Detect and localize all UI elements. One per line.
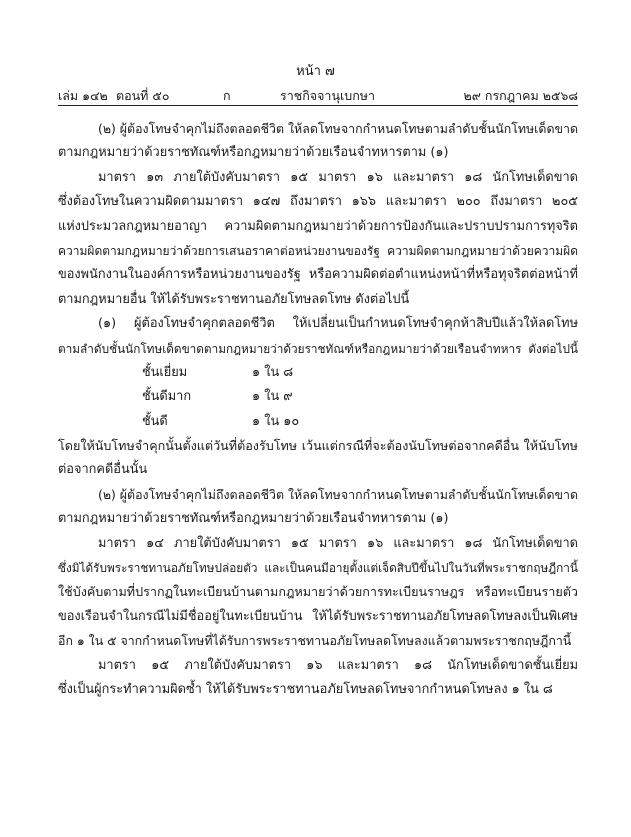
paragraph-line: ต่อจากคดีอื่นนั้น (58, 462, 148, 478)
gazette-title: ราชกิจจานุเบกษา (280, 88, 376, 103)
level-row (58, 361, 578, 385)
paragraph-line: ซึ่งเป็นผู้กระทำความผิดซ้ำ ให้ได้รับพระราชทานอภัยโทษลดโทษจากกำหนดโทษลง ๑ ใน ๘ (58, 681, 553, 697)
paragraph-line: ตามลำดับชั้นนักโทษเด็ดขาดตามกฎหมายว่าด้วยราชทัณฑ์หรือกฎหมายว่าด้วยเรือนจำทหาร ดังต่อไปนี้ (58, 341, 578, 356)
level-name: ชั้นเยี่ยม (142, 364, 188, 380)
level-name: ชั้นดีมาก (142, 389, 192, 405)
paragraph-line: (๒) ผู้ต้องโทษจำคุกไม่ถึงตลอดชีวิต ให้ลดโทษจากกำหนดโทษตามลำดับชั้นนักโทษเด็ดขาด (98, 486, 578, 502)
level-row (58, 385, 578, 409)
level-ratio: ๑ ใน ๙ (252, 389, 293, 405)
page-number: หน้า ๗ (296, 64, 335, 79)
section-label: ก (223, 88, 231, 103)
header-divider (58, 105, 578, 106)
paragraph-line: โดยให้นับโทษจำคุกนั้นตั้งแต่วันที่ต้องรับโทษ เว้นแต่กรณีที่จะต้องนับโทษต่อจากคดีอื่น ให้นับโทษ (58, 438, 578, 454)
paragraph-line: ของพนักงานในองค์การหรือหน่วยงานของรัฐ หรือความผิดต่อตำแหน่งหน้าที่หรือทุจริตต่อหน้าที่ (58, 267, 578, 283)
paragraph-line: ใช้บังคับตามที่ปรากฏในทะเบียนบ้านตามกฎหมายว่าด้วยการทะเบียนราษฎร หรือทะเบียนรายตัว (58, 584, 578, 600)
issue-label: ตอนที่ ๕๐ (116, 88, 170, 103)
level-ratio: ๑ ใน ๑๐ (252, 413, 300, 429)
level-row (58, 410, 578, 434)
publication-date: ๒๙ กรกฎาคม ๒๕๖๘ (463, 88, 578, 103)
paragraph-line: ความผิดตามกฎหมายว่าด้วยการเสนอราคาต่อหน่วยงานของรัฐ ความผิดตามกฎหมายว่าด้วยความผิด (58, 243, 578, 258)
paragraph-line: ซึ่งมิได้รับพระราชทานอภัยโทษปล่อยตัว และเป็นคนมีอายุตั้งแต่เจ็ดสิบปีขึ้นไปในวันที่พระราชกฤษฎีกานี้ (58, 561, 578, 576)
section-15-heading: มาตรา ๑๕ ภายใต้บังคับมาตรา ๑๖ และมาตรา ๑๘ นักโทษเด็ดขาดชั้นเยี่ยม (98, 657, 578, 673)
paragraph-line: แห่งประมวลกฎหมายอาญา ความผิดตามกฎหมายว่าด้วยการป้องกันและปราบปรามการทุจริต (58, 218, 578, 234)
level-name: ชั้นดี (142, 413, 168, 429)
paragraph-line: (๒) ผู้ต้องโทษจำคุกไม่ถึงตลอดชีวิต ให้ลดโทษจากกำหนดโทษตามลำดับชั้นนักโทษเด็ดขาด (98, 121, 578, 136)
paragraph-line: ซึ่งต้องโทษในความผิดตามมาตรา ๑๔๗ ถึงมาตรา ๑๖๖ และมาตรา ๒๐๐ ถึงมาตรา ๒๐๕ (58, 194, 578, 210)
paragraph-line: อีก ๑ ใน ๕ จากกำหนดโทษที่ได้รับการพระราชทานอภัยโทษลดโทษลงแล้วตามพระราชกฤษฎีกานี้ (58, 633, 572, 649)
paragraph-line: ตามกฎหมายอื่น ให้ได้รับพระราชทานอภัยโทษลดโทษ ดังต่อไปนี้ (58, 291, 410, 307)
volume-label: เล่ม ๑๔๒ (58, 88, 108, 103)
paragraph-line: ตามกฎหมายว่าด้วยราชทัณฑ์หรือกฎหมายว่าด้วยเรือนจำทหารตาม (๑) (58, 145, 449, 161)
section-14-heading: มาตรา ๑๔ ภายใต้บังคับมาตรา ๑๕ มาตรา ๑๖ และมาตรา ๑๘ นักโทษเด็ดขาด (98, 535, 578, 551)
paragraph-line: (๑) ผู้ต้องโทษจำคุกตลอดชีวิต ให้เปลี่ยนเป็นกำหนดโทษจำคุกห้าสิบปีแล้วให้ลดโทษ (98, 316, 578, 332)
document-body (58, 117, 578, 702)
paragraph-line: ตามกฎหมายว่าด้วยราชทัณฑ์หรือกฎหมายว่าด้วยเรือนจำทหารตาม (๑) (58, 511, 449, 527)
paragraph-line: ของเรือนจำในกรณีไม่มีชื่ออยู่ในทะเบียนบ้าน ให้ได้รับพระราชทานอภัยโทษลดโทษลงเป็นพิเศษ (58, 608, 578, 624)
level-ratio: ๑ ใน ๘ (252, 364, 294, 380)
gazette-header (58, 86, 578, 106)
section-13-heading: มาตรา ๑๓ ภายใต้บังคับมาตรา ๑๕ มาตรา ๑๖ และมาตรา ๑๘ นักโทษเด็ดขาด (98, 169, 578, 185)
